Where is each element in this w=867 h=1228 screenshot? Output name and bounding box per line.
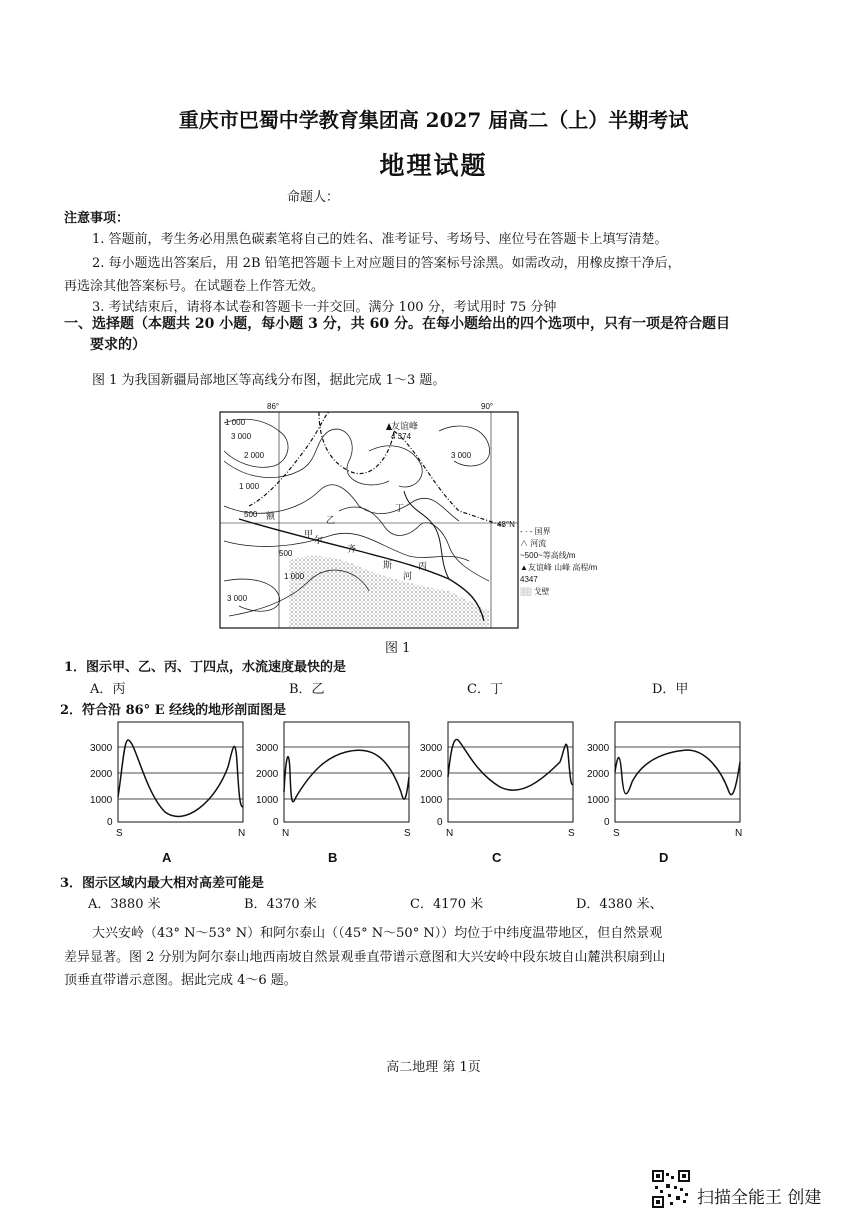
contour-label: 3 000: [231, 432, 252, 441]
lon-90-label: 90°: [481, 402, 494, 411]
svg-text:0: 0: [437, 817, 443, 828]
svg-text:S: S: [613, 828, 620, 839]
notice-heading: 注意事项：: [64, 211, 130, 226]
notice-item-2: 2. 每小题选出答案后，用 2B 铅笔把答题卡上对应题目的答案标号涂黑。如需改动，用橡皮擦干净后，: [92, 256, 681, 271]
svg-text:2000: 2000: [587, 769, 610, 780]
river-char: 额: [266, 511, 276, 521]
svg-text:0: 0: [107, 817, 113, 828]
point-bing: 丙: [418, 561, 428, 571]
svg-text:S: S: [404, 828, 411, 839]
q3-option-a: A．3880 米: [88, 897, 161, 912]
contour-label: 3 000: [227, 594, 248, 603]
profile-a: [90, 722, 245, 865]
point-ding: 丁: [395, 503, 405, 513]
legend-contour: ~500~等高线/m: [520, 551, 576, 560]
q2-stem: 2．符合沿 86° E 经线的地形剖面图是: [60, 703, 287, 718]
river-char: 齐: [347, 544, 357, 554]
peak-name: 友谊峰: [391, 421, 419, 431]
q1-option-c: C．丁: [467, 682, 503, 697]
contour-label: 1 000: [284, 572, 305, 581]
contour-label: 1 000: [225, 418, 246, 427]
svg-text:2000: 2000: [256, 769, 279, 780]
profile-label-b: B: [328, 850, 338, 865]
contour-map: [219, 402, 519, 629]
svg-text:S: S: [116, 828, 123, 839]
section-heading: 一、选择题（本题共 20 小题，每小题 3 分，共 60 分。在每小题给出的四个选项中，只有一项是符合题目: [64, 316, 730, 332]
contour-label: 500: [279, 549, 293, 558]
legend-river: ∧ 河流: [520, 539, 547, 548]
river-char: 河: [403, 571, 413, 581]
section-heading-cont: 要求的）: [90, 337, 146, 353]
point-yi: 乙: [326, 515, 336, 525]
q3-option-c: C．4170 米: [410, 897, 484, 912]
legend-border: - · - 国界: [520, 527, 551, 536]
passage-line-1: 大兴安岭（43° N～53° N）和阿尔泰山（（45° N～50° N））均位于中纬度温带地区，但自然景观: [92, 926, 663, 941]
q3-option-b: B．4370 米: [244, 897, 317, 912]
notice-item-1: 1. 答题前，考生务必用黑色碳素笔将自己的姓名、准考证号、考场号、座位号在答题卡上填写清楚。: [92, 232, 668, 247]
profile-label-d: D: [659, 850, 669, 865]
map-legend: [520, 526, 597, 598]
notice-item-2-cont: 再选涂其他答案标号。在试题卷上作答无效。: [64, 279, 325, 294]
svg-text:1000: 1000: [90, 795, 113, 806]
svg-text:0: 0: [273, 817, 279, 828]
river-char: 斯: [383, 560, 393, 570]
q1-option-d: D．甲: [652, 682, 689, 697]
profile-label-c: C: [492, 850, 502, 865]
svg-text:N: N: [282, 828, 290, 839]
qr-code-icon: [652, 1170, 690, 1208]
svg-text:1000: 1000: [420, 795, 443, 806]
profile-charts: [90, 722, 780, 872]
svg-text:1000: 1000: [256, 795, 279, 806]
lat-label: 48°N: [497, 520, 515, 529]
svg-text:N: N: [446, 828, 454, 839]
q1-option-b: B．乙: [289, 682, 325, 697]
profile-label-a: A: [162, 850, 172, 865]
page-footer: 高二地理 第 1页: [386, 1060, 481, 1075]
q3-option-d: D．4380 米、: [576, 897, 663, 912]
profile-d: [587, 722, 742, 865]
figure1-intro: 图 1 为我国新疆局部地区等高线分布图，据此完成 1～3 题。: [92, 373, 446, 388]
scanner-watermark: 扫描全能王 创建: [697, 1188, 822, 1208]
q3-stem: 3．图示区域内最大相对高差可能是: [60, 876, 265, 891]
subject-title: 地理试题: [379, 151, 488, 180]
legend-gobi: ░░ 戈壁: [520, 587, 550, 596]
notice-item-3: 3. 考试结束后，请将本试卷和答题卡一并交回。满分 100 分，考试用时 75 分钟: [92, 300, 557, 315]
lon-86-label: 86°: [267, 402, 280, 411]
figure1-caption: 图 1: [385, 641, 411, 656]
passage-line-2: 差异显著。图 2 分别为阿尔泰山地西南坡自然景观垂直带谱示意图和大兴安岭中段东坡自山麓洪积扇到山: [64, 950, 666, 965]
svg-text:3000: 3000: [256, 743, 279, 754]
svg-text:S: S: [568, 828, 575, 839]
legend-peak-elev: 4347: [520, 575, 538, 584]
q1-option-a: A．丙: [90, 682, 126, 697]
svg-text:N: N: [735, 828, 743, 839]
svg-text:2000: 2000: [90, 769, 113, 780]
contour-label: 3 000: [451, 451, 472, 460]
svg-text:3000: 3000: [587, 743, 610, 754]
svg-text:1000: 1000: [587, 795, 610, 806]
contour-label: 2 000: [244, 451, 265, 460]
contour-label: 1 000: [239, 482, 260, 491]
svg-text:0: 0: [604, 817, 610, 828]
svg-text:3000: 3000: [420, 743, 443, 754]
svg-text:2000: 2000: [420, 769, 443, 780]
legend-peak: ▲友谊峰 山峰 高程/m: [520, 563, 598, 572]
river-char: 尔: [314, 535, 324, 545]
exam-title: 重庆市巴蜀中学教育集团高 2027 届高二（上）半期考试: [178, 108, 689, 132]
author-label: 命题人：: [287, 190, 340, 205]
passage-line-3: 顶垂直带谱示意图。据此完成 4～6 题。: [64, 973, 297, 988]
svg-text:3000: 3000: [90, 743, 113, 754]
profile-c: [420, 722, 575, 865]
point-jia: 甲: [304, 529, 314, 539]
peak-elevation: 4 374: [391, 432, 412, 441]
svg-text:N: N: [238, 828, 246, 839]
contour-label: 500: [244, 510, 258, 519]
profile-b: [256, 722, 411, 865]
q1-stem: 1．图示甲、乙、丙、丁四点，水流速度最快的是: [64, 660, 347, 675]
